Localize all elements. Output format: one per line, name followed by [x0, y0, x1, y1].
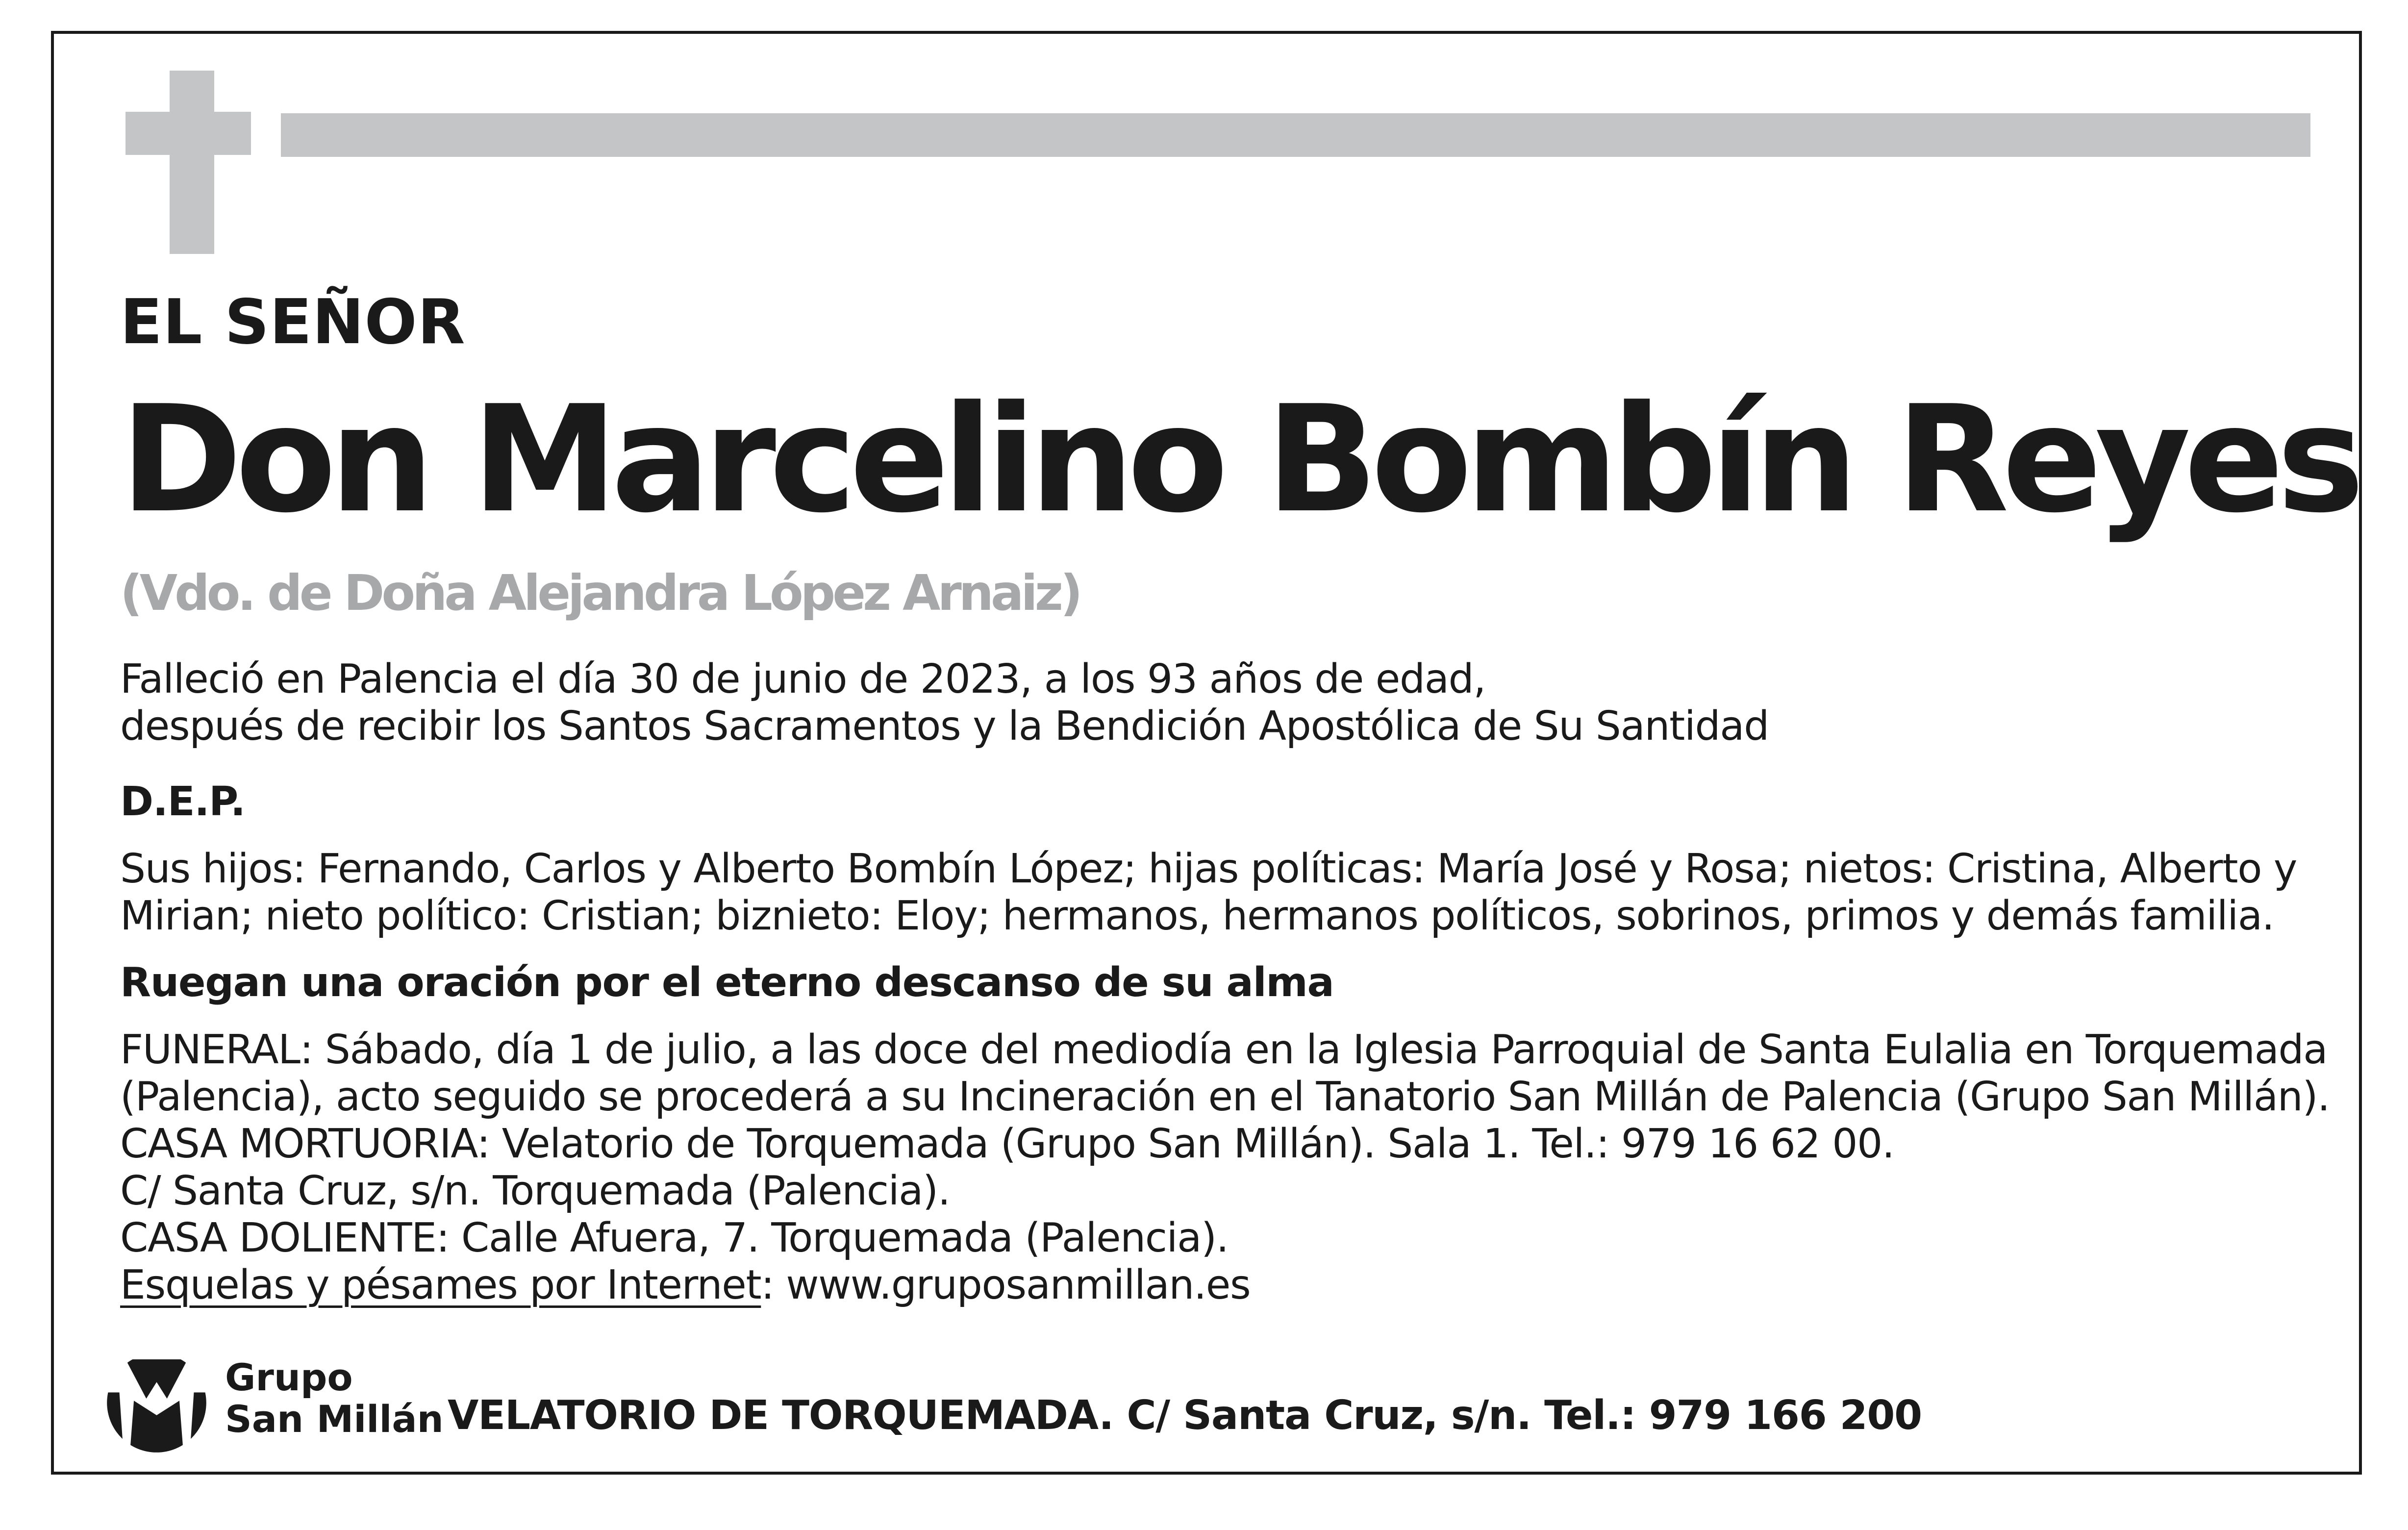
- funeral-line-1: FUNERAL: Sábado, día 1 de julio, a las doce del mediodía en la Iglesia Parroquial de Santa Eulalia en Torquemada: [120, 1027, 2328, 1073]
- prayer-request: Ruegan una oración por el eterno descanso de su alma: [120, 959, 1334, 1006]
- death-line-2: después de recibir los Santos Sacramentos y la Bendición Apostólica de Su Santidad: [120, 703, 1769, 750]
- cross-icon-vertical: [170, 71, 214, 254]
- death-line-1: Falleció en Palencia el día 30 de junio de 2023, a los 93 años de edad,: [120, 656, 1486, 702]
- footer-address: VELATORIO DE TORQUEMADA. C/ Santa Cruz, s/n. Tel.: 979 166 200: [448, 1392, 1922, 1439]
- header-rule: [281, 113, 2310, 157]
- deceased-name: Don Marcelino Bombín Reyes: [120, 374, 2358, 545]
- dep-label: D.E.P.: [120, 778, 245, 825]
- family-line-2: Mirian; nieto político: Cristian; biznieto: Eloy; hermanos, hermanos políticos, sobrinos, primos y demás familia.: [120, 893, 2274, 939]
- internet-url: : www.gruposanmillan.es: [761, 1262, 1251, 1308]
- grieving-house: CASA DOLIENTE: Calle Afuera, 7. Torquemada (Palencia).: [120, 1215, 1229, 1261]
- cross-icon-horizontal: [125, 112, 251, 155]
- internet-label: Esquelas y pésames por Internet: [120, 1262, 761, 1308]
- widow-of: (Vdo. de Doña Alejandra López Arnaiz): [120, 564, 1080, 622]
- salutation: EL SEÑOR: [120, 286, 466, 358]
- grupo-san-millan-logo-icon: [105, 1351, 208, 1455]
- brand-line-1: Grupo: [225, 1355, 353, 1399]
- mortuary-line-1: CASA MORTUORIA: Velatorio de Torquemada (Grupo San Millán). Sala 1. Tel.: 979 16 62 00.: [120, 1121, 1894, 1167]
- family-line-1: Sus hijos: Fernando, Carlos y Alberto Bombín López; hijas políticas: María José y Rosa; nietos: Cristina, Alberto y: [120, 846, 2297, 892]
- mortuary-line-2: C/ Santa Cruz, s/n. Torquemada (Palencia).: [120, 1168, 950, 1214]
- funeral-line-2: (Palencia), acto seguido se procederá a su Incineración en el Tanatorio San Millán de Palencia (Grupo San Millán).: [120, 1074, 2330, 1120]
- internet-line: [120, 1261, 1250, 1310]
- brand-line-2: San Millán: [225, 1397, 444, 1441]
